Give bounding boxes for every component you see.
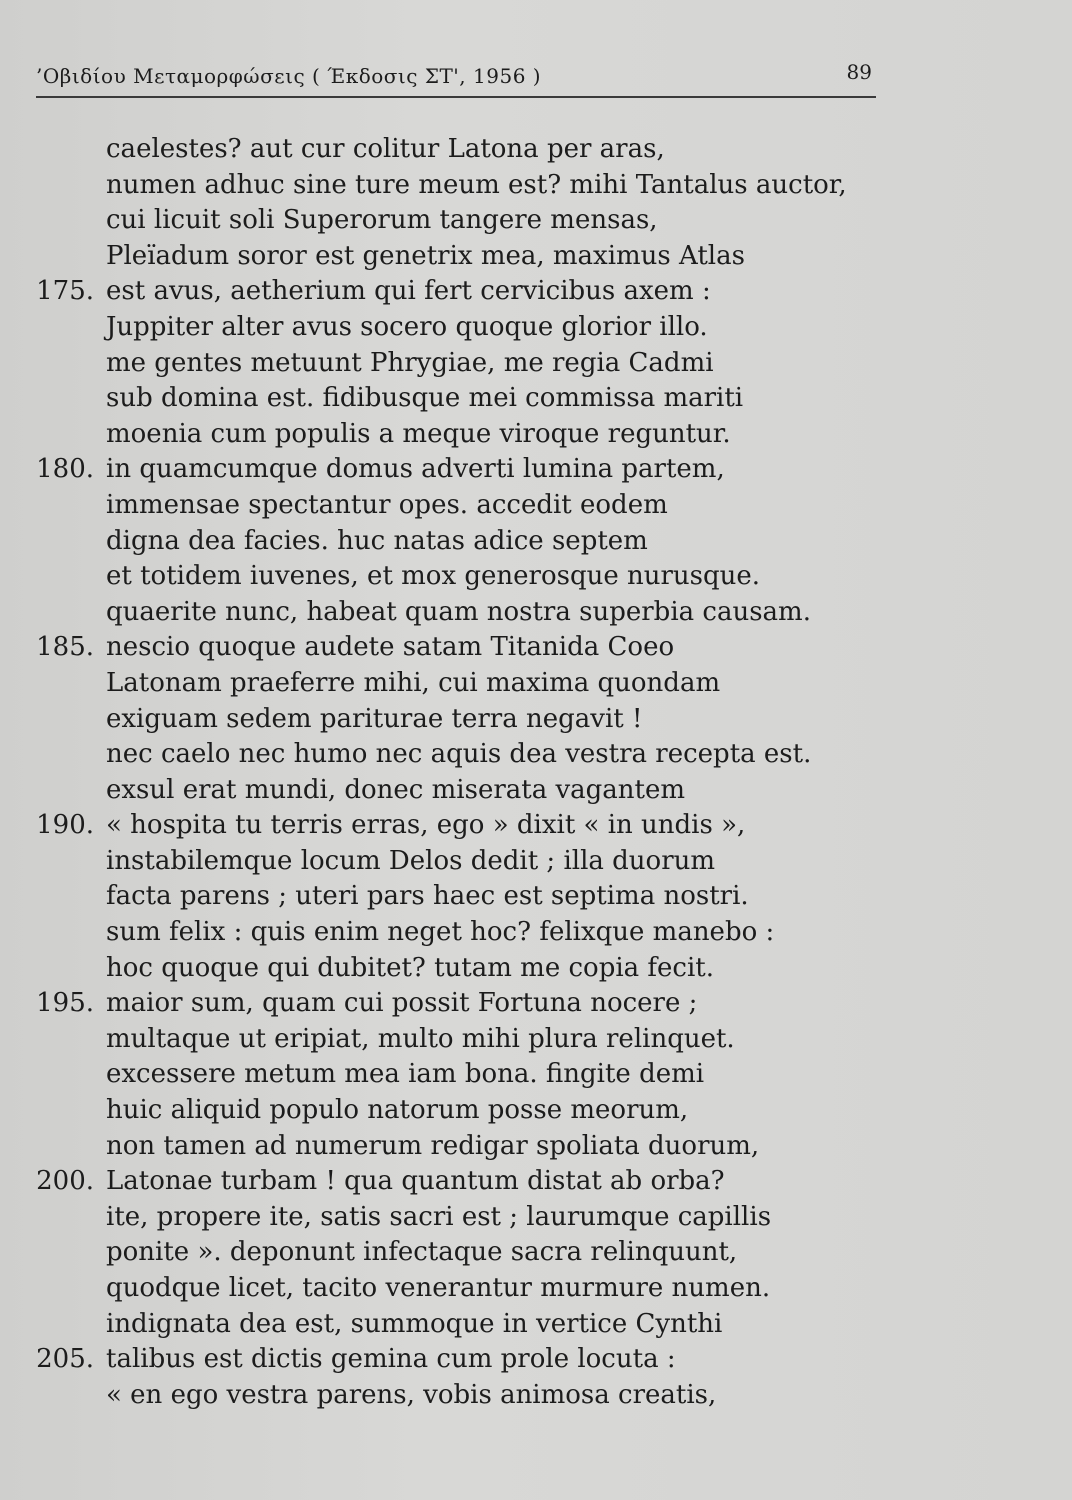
verse-line	[0, 1129, 1072, 1165]
verse-text: quaerite nunc, habeat quam nostra superbia causam.	[106, 596, 811, 627]
verse-text: facta parens ; uteri pars haec est septima nostri.	[106, 881, 749, 912]
verse-line	[0, 452, 1072, 488]
verse-text: est avus, aetherium qui fert cervicibus axem :	[106, 276, 711, 307]
line-number: 175.	[36, 276, 94, 307]
verse-line	[0, 951, 1072, 987]
verse-text: sum felix : quis enim neget hoc? felixque manebo :	[106, 917, 775, 948]
verse-line	[0, 986, 1072, 1022]
line-number: 195.	[36, 988, 94, 1019]
verse-line	[0, 1307, 1072, 1343]
verse-line	[0, 879, 1072, 915]
verse-line	[0, 381, 1072, 417]
verse-text: excessere metum mea iam bona. fingite demi	[106, 1059, 705, 1090]
verse-line	[0, 524, 1072, 560]
verse-text: digna dea facies. huc natas adice septem	[106, 525, 648, 556]
page-number: 89	[846, 60, 872, 84]
verse-text: hoc quoque qui dubitet? tutam me copia fecit.	[106, 952, 715, 983]
verse-text: immensae spectantur opes. accedit eodem	[106, 489, 668, 520]
verse-line	[0, 630, 1072, 666]
verse-text: in quamcumque domus adverti lumina partem,	[106, 454, 725, 485]
verse-line	[0, 203, 1072, 239]
line-number: 205.	[36, 1344, 94, 1375]
verse-line	[0, 666, 1072, 702]
line-number: 180.	[36, 454, 94, 485]
verse-line	[0, 1057, 1072, 1093]
verse-text: nescio quoque audete satam Titanida Coeo	[106, 632, 675, 663]
verse-line	[0, 1235, 1072, 1271]
verse-line	[0, 1271, 1072, 1307]
verse-text: indignata dea est, summoque in vertice Cynthi	[106, 1308, 723, 1339]
verse-block	[0, 132, 1072, 1413]
verse-line	[0, 1093, 1072, 1129]
verse-text: numen adhuc sine ture meum est? mihi Tantalus auctor,	[106, 169, 847, 200]
verse-text: Latonae turbam ! qua quantum distat ab orba?	[106, 1166, 725, 1197]
verse-text: et totidem iuvenes, et mox generosque nurusque.	[106, 561, 761, 592]
verse-text: talibus est dictis gemina cum prole locuta :	[106, 1344, 676, 1375]
verse-text: instabilemque locum Delos dedit ; illa duorum	[106, 845, 716, 876]
verse-text: huic aliquid populo natorum posse meorum,	[106, 1095, 689, 1126]
verse-text: Juppiter alter avus socero quoque glorior illo.	[106, 311, 708, 342]
verse-text: multaque ut eripiat, multo mihi plura relinquet.	[106, 1023, 735, 1054]
verse-text: ponite ». deponunt infectaque sacra relinquunt,	[106, 1237, 738, 1268]
verse-line	[0, 702, 1072, 738]
verse-text: « hospita tu terris erras, ego » dixit « in undis »,	[106, 810, 746, 841]
verse-line	[0, 239, 1072, 275]
verse-line	[0, 274, 1072, 310]
line-number: 200.	[36, 1166, 94, 1197]
verse-text: sub domina est. fidibusque mei commissa mariti	[106, 383, 744, 414]
page-header	[36, 60, 876, 98]
verse-text: exsul erat mundi, donec miserata vagantem	[106, 774, 686, 805]
verse-line	[0, 132, 1072, 168]
verse-text: « en ego vestra parens, vobis animosa creatis,	[106, 1379, 717, 1410]
verse-line	[0, 773, 1072, 809]
verse-text: cui licuit soli Superorum tangere mensas,	[106, 205, 658, 236]
verse-text: Latonam praeferre mihi, cui maxima quondam	[106, 667, 721, 698]
verse-line	[0, 559, 1072, 595]
verse-line	[0, 737, 1072, 773]
verse-line	[0, 1342, 1072, 1378]
line-number: 190.	[36, 810, 94, 841]
verse-line	[0, 808, 1072, 844]
verse-text: nec caelo nec humo nec aquis dea vestra recepta est.	[106, 739, 812, 770]
verse-text: quodque licet, tacito venerantur murmure numen.	[106, 1273, 771, 1303]
verse-line	[0, 1022, 1072, 1058]
verse-text: moenia cum populis a meque viroque reguntur.	[106, 418, 731, 449]
verse-text: exiguam sedem pariturae terra negavit !	[106, 703, 643, 734]
verse-text: maior sum, quam cui possit Fortuna nocere ;	[106, 988, 698, 1019]
verse-line	[0, 915, 1072, 951]
verse-text: me gentes metuunt Phrygiae, me regia Cadmi	[106, 347, 714, 378]
verse-line	[0, 844, 1072, 880]
verse-line	[0, 346, 1072, 382]
verse-line	[0, 168, 1072, 204]
verse-text: non tamen ad numerum redigar spoliata duorum,	[106, 1130, 760, 1161]
verse-line	[0, 1164, 1072, 1200]
verse-text: caelestes? aut cur colitur Latona per aras,	[106, 134, 665, 164]
verse-line	[0, 417, 1072, 453]
verse-line	[0, 310, 1072, 346]
line-number: 185.	[36, 632, 94, 663]
verse-line	[0, 1200, 1072, 1236]
verse-line	[0, 488, 1072, 524]
verse-line	[0, 595, 1072, 631]
running-title: ’Οβιδίου Μεταμορφώσεις ( Έκδοσις ΣΤ', 1956 )	[36, 64, 542, 88]
verse-text: ite, propere ite, satis sacri est ; laurumque capillis	[106, 1201, 772, 1232]
verse-line	[0, 1378, 1072, 1414]
verse-text: Pleïadum soror est genetrix mea, maximus Atlas	[106, 240, 745, 271]
